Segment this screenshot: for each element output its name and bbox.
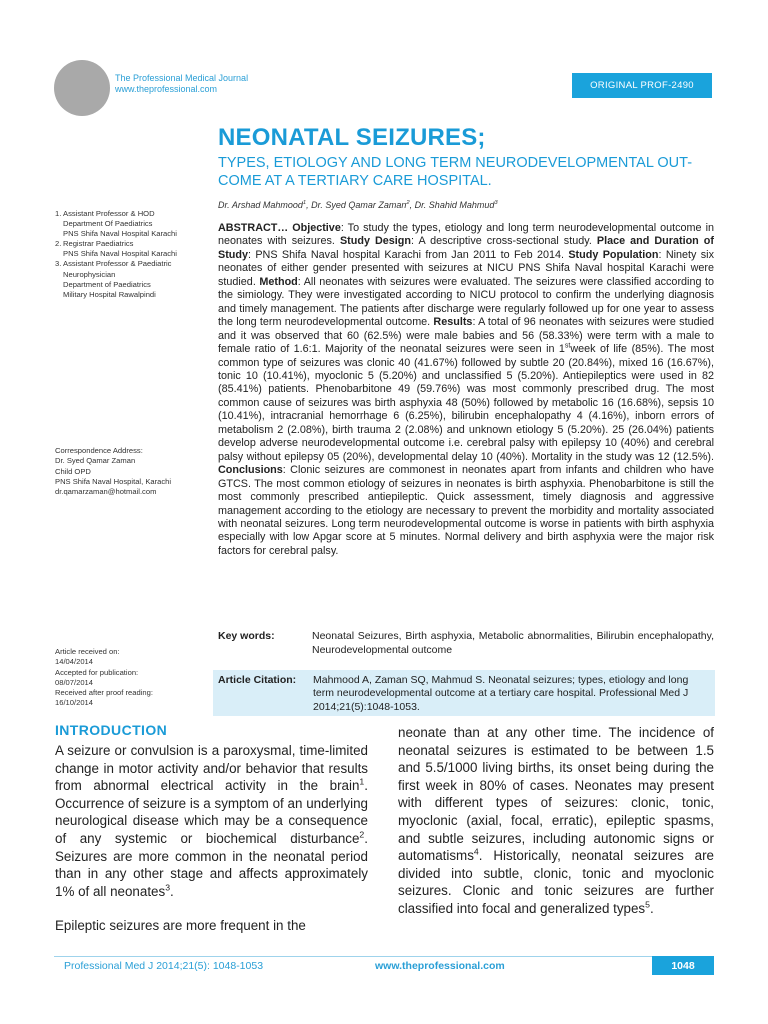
abstract-design-label: Study Design [339, 235, 412, 248]
correspondence-line: PNS Shifa Naval Hospital, Karachi [55, 476, 172, 486]
abstract-results: : A total of 96 neonates with seizures were studied and it was observed that 60 (62.5%) were male babies and 56 (58.33%) were term with a male to female ratio of 1.6:1. Majority of the neonatal seizures were seen in 1 [218, 316, 714, 356]
abstract-method-label: Method [259, 275, 298, 288]
journal-url[interactable]: www.theprofessional.com [115, 84, 218, 94]
body-column-left [55, 742, 368, 935]
citation-ref: 1 [359, 776, 365, 787]
correspondence-line: Child OPD [55, 466, 91, 476]
author-name: Dr. Arshad Mahmood [218, 200, 303, 210]
abstract-design: : A descriptive cross-sectional study. [411, 235, 597, 248]
abstract-results-ordinal: st [564, 342, 571, 350]
footer-url[interactable]: www.theprofessional.com [375, 960, 505, 972]
author-affiliation-number: 3 [494, 200, 498, 206]
abstract-place: : PNS Shifa Naval hospital Karachi from Jan 2011 to Feb 2014. [248, 248, 569, 261]
date-line: Received after proof reading: [55, 688, 153, 698]
article-subtitle: TYPES, ETIOLOGY AND LONG TERM NEURODEVELOPMENTAL OUT-COME AT A TERTIARY CARE HOSPITAL. [218, 155, 693, 189]
correspondence-email[interactable]: dr.qamarzaman@hotmail.com [55, 487, 157, 497]
affiliation-item [55, 239, 215, 259]
affiliation-line: Department Of Paediatrics [63, 219, 153, 229]
abstract-method: : All neonates with seizures were evaluated. The seizures were classified according to the simiology. They were investigated according to NICU protocol to confirm the underlying diagnosis and timely management. The patients after discharge were regularly followed up for one year to assess the long term neurodevelopmental outcome. [218, 275, 714, 329]
citation-ref: 3 [165, 882, 171, 893]
correspondence-address [55, 446, 215, 497]
date-line: Article received on: [55, 647, 120, 656]
affiliation-line: Registrar Paediatrics [63, 239, 134, 249]
affiliations [55, 209, 215, 300]
author-separator: , [306, 200, 312, 210]
abstract-population-label: Study Population [568, 248, 659, 261]
affiliation-line: PNS Shifa Naval Hospital Karachi [63, 229, 177, 239]
body-column-right [398, 724, 714, 918]
affiliation-line: Assistant Professor & HOD [63, 209, 155, 218]
date-line: 14/04/2014 [55, 657, 94, 667]
abstract-results-label: Results [433, 316, 473, 329]
body-text: . Historically, neonatal seizures are divided into subtle, clonic, tonic and myoclonic seizures. Clonic and tonic seizures are further classified into focal and generalized types [398, 848, 714, 916]
citation-ref: 2 [359, 829, 365, 840]
keywords-text: Neonatal Seizures, Birth asphyxia, Metabolic abnormalities, Bilirubin encephalopathy, Neurodevelopmental outcome [312, 630, 714, 656]
affiliation-line: PNS Shifa Naval Hospital Karachi [63, 249, 177, 259]
body-paragraph [398, 724, 714, 918]
citation-ref: 5 [645, 899, 650, 910]
page-number: 1048 [652, 956, 714, 975]
introduction-heading: INTRODUCTION [55, 722, 168, 738]
citation-label: Article Citation: [218, 674, 297, 686]
abstract-objective: : To study the types, etiology and long term neurodevelopmental outcome in neonates with seizures. [218, 222, 714, 248]
body-text: . [170, 883, 174, 899]
affiliation-number: 3. [55, 259, 62, 269]
abstract-population: : Ninety six neonates of either gender presented with seizures at NICU PNS Shifa Naval hospital Karachi were studied. [218, 248, 714, 288]
affiliation-item [55, 259, 215, 299]
correspondence-line: Dr. Syed Qamar Zaman [55, 456, 136, 466]
author-affiliation-number: 1 [302, 200, 307, 206]
affiliation-line: Neurophysician [63, 269, 116, 279]
journal-header [115, 73, 248, 95]
author-name: Dr. Shahid Mahmud [414, 200, 495, 210]
body-paragraph [55, 742, 368, 900]
citation-ref: 4 [473, 846, 479, 857]
affiliation-line: Assistant Professor & Paediatric [63, 259, 172, 269]
abstract [218, 222, 714, 558]
affiliation-line: Department of Paediatrics [63, 279, 151, 289]
correspondence-heading: Correspondence Address: [55, 446, 143, 455]
body-text: . Occurrence of seizure is a symptom of an underlying neurological disease which may be a consequence of any systemic or biochemical disturbance [55, 778, 368, 846]
abstract-place-label: Place and Duration of Study [218, 235, 714, 261]
date-line: 08/07/2014 [55, 677, 94, 687]
date-line: Accepted for publication: [55, 667, 139, 677]
affiliation-number: 1. [55, 209, 62, 218]
affiliation-number: 2. [55, 239, 62, 249]
date-line: 16/10/2014 [55, 698, 94, 708]
body-text: neonate than at any other time. The incidence of neonatal seizures is estimated to be between 1.5 and 5.5/1000 living births, its onset being during the first week in 80% of cases. Neonates may present with different types of seizures: clonic, tonic, myoclonic (axial, focal, erratic), epileptic spasms, and subtle seizures, including autonomic signs or automatisms [398, 725, 714, 864]
body-text: . Seizures are more common in the neonatal period than in any other stage and affects approximately 1% of all neonates [55, 830, 368, 899]
journal-name: The Professional Medical Journal [115, 73, 249, 83]
journal-logo [54, 60, 110, 116]
body-text: . [649, 900, 654, 916]
affiliation-item [55, 209, 215, 239]
abstract-results-continued: week of life (85%). The most common type of seizures was clonic 40 (41.67%) followed by subtle 20 (20.84%), mixed 16 (16.67%), tonic 10 (10.41%), myoclonic 5 (5.20%) and unclassified 5 (5.20%). Antiepileptics were used in 82 (85.41%) patients. Phenobarbitone 49 (59.76%) was most commonly prescribed drug. The most common cause of seizures was birth asphyxia 48 (50%) followed by metabolic 16 (16.68%), sepsis 10 (10.41%), intracranial hemorrhage 6 (6.25%), bilirubin encephalopathy 4 (4.16%), inborn errors of metabolism 2 (2.08%), birth trauma 2 (2.08%) and unknown etiology 5 (5.20%). 25 (26.04%) patients develop adverse neurodevelopmental outcome i.e. cerebral palsy with epilepsy 10 (40%) and cerebral palsy without epilepsy 05 (20%), developmental delay 10 (40%). Mortality in the study was 12 (12.5%). [218, 343, 714, 463]
article-type-badge: ORIGINAL PROF-2490 [572, 73, 712, 98]
citation-text: Mahmood A, Zaman SQ, Mahmud S. Neonatal seizures; types, etiology and long term neurodevelopmental outcome at a tertiary care hospital. Professional Med J 2014;21(5):1048-1053. [313, 674, 689, 713]
author-name: Dr. Syed Qamar Zaman [311, 200, 407, 210]
abstract-heading: ABSTRACT… Objective [218, 222, 341, 234]
author-separator: , [409, 200, 415, 210]
body-paragraph: Epileptic seizures are more frequent in the [55, 918, 306, 934]
keywords-label: Key words: [218, 630, 275, 642]
footer-journal-ref: Professional Med J 2014;21(5): 1048-1053 [64, 960, 264, 972]
author-list [218, 200, 498, 210]
abstract-conclusions: : Clonic seizures are commonest in neonates apart from infants and children who have GTCS. The most common etiology of seizures in neonates is birth asphyxia. Phenobarbitone is still the most commonly prescribed antiepileptic. Quick assessment, timely diagnosis and aggressive management according to the etiology are necessary to prevent the morbidity and mortality associated with neonatal seizures. Long term neurodevelopmental outcome is worse in patients with birth asphyxia especially with low Apgar score at 5 minutes. Normal delivery and birth asphyxia were the major risk factors for cerebral palsy. [218, 464, 714, 557]
article-title: NEONATAL SEIZURES; [218, 124, 486, 151]
article-dates [55, 647, 215, 709]
author-affiliation-number: 2 [406, 200, 410, 206]
body-text: A seizure or convulsion is a paroxysmal, time-limited change in motor activity and/or behavior that results from abnormal electrical activity in the brain [55, 743, 368, 794]
affiliation-line: Military Hospital Rawalpindi [63, 289, 156, 299]
footer-divider [54, 956, 714, 957]
abstract-conclusions-label: Conclusions [218, 464, 283, 477]
